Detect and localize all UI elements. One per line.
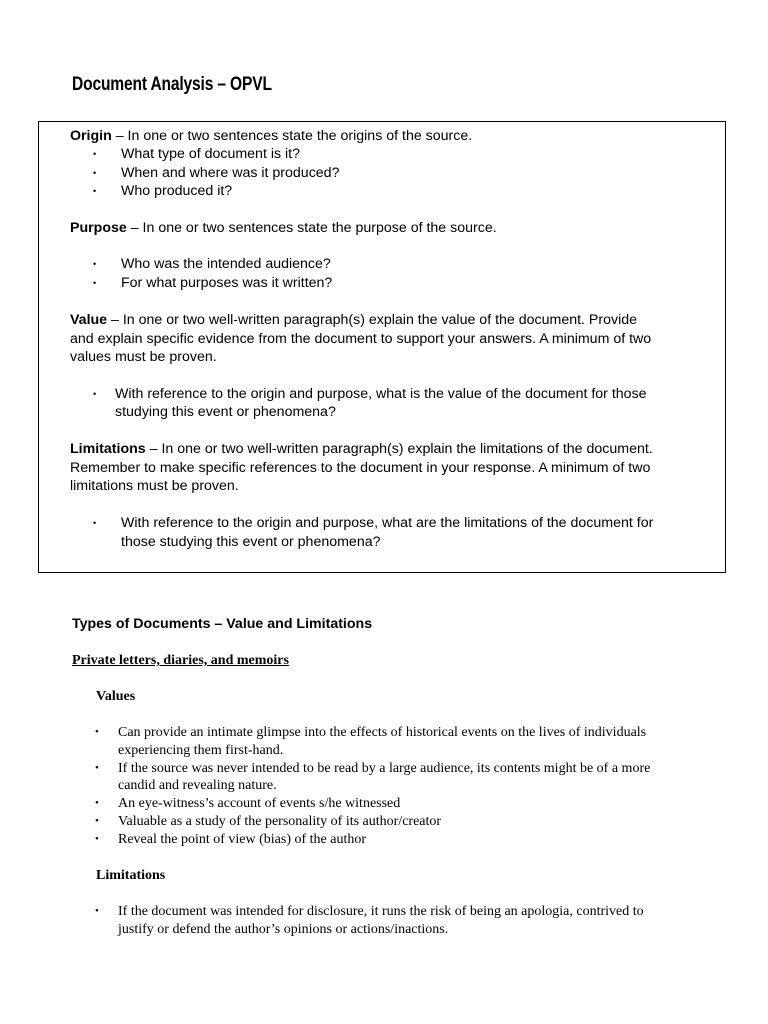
purpose-paragraph (70, 219, 497, 238)
values-item-line: If the source was never intended to be read by a large audience, its contents might be of a more (118, 761, 651, 776)
bullet-icon: • (93, 278, 97, 288)
limitations-item-line: If the document was intended for disclosure, it runs the risk of being an apologia, contrived to (118, 904, 644, 919)
limitations-item-line: justify or defend the author’s opinions or actions/inactions. (118, 922, 449, 937)
values-item-line: An eye-witness’s account of events s/he witnessed (118, 796, 401, 811)
value-paragraph-line: and explain specific evidence from the document to support your answers. A minimum of two (70, 331, 652, 347)
limitations-label: Limitations (96, 868, 166, 883)
bullet-icon: • (93, 168, 97, 178)
purpose-text: – In one or two sentences state the purpose of the source. (126, 220, 497, 236)
bullet-icon: • (93, 389, 97, 399)
page-title: Document Analysis – OPVL (72, 74, 272, 95)
value-paragraph-line (70, 311, 637, 330)
value-text: – In one or two well-written paragraph(s) explain the value of the document. Provide (107, 312, 638, 328)
limitations-paragraph-line: Remember to make specific references to the document in your response. A minimum of two (70, 460, 651, 476)
origin-bullet: When and where was it produced? (121, 165, 340, 181)
values-item-line: Reveal the point of view (bias) of the author (118, 832, 367, 847)
bullet-icon: • (95, 833, 99, 845)
values-item-line: candid and revealing nature. (118, 778, 277, 793)
limitations-bullet-line: With reference to the origin and purpose, what are the limitations of the document for (121, 515, 654, 531)
bullet-icon: • (93, 149, 97, 159)
limitations-term: Limitations (70, 441, 146, 457)
origin-bullet: What type of document is it? (121, 146, 301, 162)
bullet-icon: • (95, 726, 99, 738)
bullet-icon: • (93, 518, 97, 528)
origin-bullet: Who produced it? (121, 183, 233, 199)
bullet-icon: • (95, 905, 99, 917)
bullet-icon: • (95, 815, 99, 827)
values-label: Values (96, 689, 136, 704)
values-item-line: Valuable as a study of the personality of its author/creator (118, 814, 442, 829)
value-term: Value (70, 312, 108, 328)
origin-text: – In one or two sentences state the origins of the source. (111, 128, 473, 144)
value-paragraph-line: values must be proven. (70, 349, 217, 365)
bullet-icon: • (93, 186, 97, 196)
purpose-bullet: For what purposes was it written? (121, 275, 333, 291)
types-heading: Types of Documents – Value and Limitations (72, 616, 373, 632)
limitations-bullet-line: those studying this event or phenomena? (121, 534, 381, 550)
subheading-private-letters: Private letters, diaries, and memoirs (72, 653, 289, 668)
purpose-term: Purpose (70, 220, 127, 236)
limitations-paragraph-line: limitations must be proven. (70, 478, 239, 494)
values-item-line: experiencing them first-hand. (118, 743, 284, 758)
limitations-paragraph-line (70, 440, 653, 459)
purpose-bullet: Who was the intended audience? (121, 256, 331, 272)
value-bullet-line: studying this event or phenomena? (115, 404, 336, 420)
bullet-icon: • (93, 259, 97, 269)
origin-term: Origin (70, 128, 112, 144)
limitations-text: – In one or two well-written paragraph(s) explain the limitations of the document. (145, 441, 653, 457)
values-item-line: Can provide an intimate glimpse into the effects of historical events on the lives of individuals (118, 725, 647, 740)
origin-paragraph (70, 127, 472, 146)
value-bullet-line: With reference to the origin and purpose, what is the value of the document for those (115, 386, 647, 402)
bullet-icon: • (95, 762, 99, 774)
bullet-icon: • (95, 797, 99, 809)
